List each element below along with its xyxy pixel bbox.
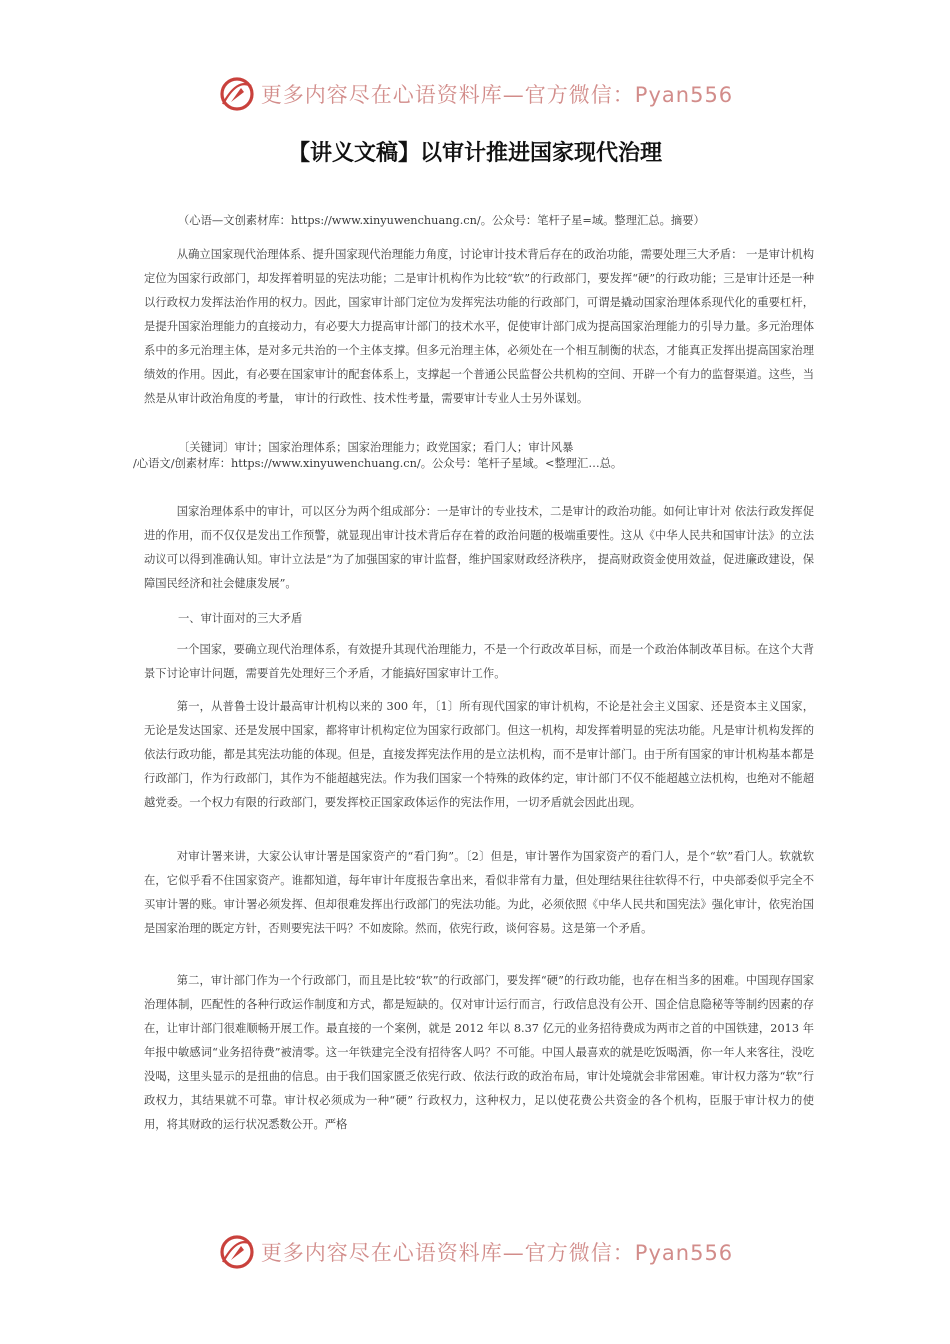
banner-text: 更多内容尽在心语资料库—官方微信：Pyan556	[260, 1241, 734, 1265]
source-note-2: /心语文/创素材库：https://www.xinyuwenchuang.cn/。公众号：笔杆子星域。<整理汇…总。	[133, 457, 623, 470]
body-paragraph: 国家治理体系中的审计，可以区分为两个组成部分：一是审计的专业技术，二是审计的政治功能。如何让审计对 依法行政发挥促进的作用，而不仅仅是发出工作预警，就显现出审计技术背后存在着的政治问题的极端重要性。这从《中华人民共和国审计法》的立法动议可以得到准确认知。审计立法是“为了加强国家的审计监督，维护国家财政经济秩序， 提高财政资金使用效益，促进廉政建设，保障国民经济和社会健康发展”。	[144, 505, 814, 590]
source-note: （心语—文创素材库：https://www.xinyuwenchuang.cn/。公众号：笔杆子星=域。整理汇总。摘要）	[178, 214, 705, 227]
body-paragraph: 第一，从普鲁士设计最高审计机构以来的 300 年，〔1〕所有现代国家的审计机构，不论是社会主义国家、还是资本主义国家，无论是发达国家、还是发展中国家，都将审计机构定位为国家行政部门。但这一机构，却发挥着明显的宪法功能。凡是审计机构发挥的依法行政功能，都是其宪法功能的体现。但是，直接发挥宪法作用的是立法机构，而不是审计部门。由于所有国家的审计机构基本都是行政部门，作为行政部门，其作为不能超越宪法。作为我们国家一个特殊的政体约定，审计部门不仅不能超越立法机构，也绝对不能超越党委。一个权力有限的行政部门，要发挥校正国家政体运作的宪法作用，一切矛盾就会因此出现。	[144, 700, 814, 809]
abstract-paragraph: 从确立国家现代治理体系、提升国家现代治理能力角度，讨论审计技术背后存在的政治功能，需要处理三大矛盾： 一是审计机构定位为国家行政部门，却发挥着明显的宪法功能；二是审计机构作为比较“软”的行政部门，要发挥“硬”的行政功能；三是审计还是一种以行政权力发挥法治作用的权力。因此，国家审计部门定位为发挥宪法功能的行政部门，可谓是撬动国家治理体系现代化的重要杠杆，是提升国家治理能力的直接动力，有必要大力提高审计部门的技术水平，促使审计部门成为提高国家治理能力的引导力量。多元治理体系中的多元治理主体，是对多元共治的一个主体支撑。但多元治理主体，必须处在一个相互制衡的状态，才能真正发挥出提高国家治理绩效的作用。因此，有必要在国家审计的配套体系上，支撑起一个普通公民监督公共机构的空间、开辟一个有力的监督渠道。这些，当然是从审计政治角度的考量， 审计的行政性、技术性考量，需要审计专业人士另外谋划。	[144, 248, 814, 405]
bottom-banner	[0, 1230, 950, 1274]
section-heading: 一、审计面对的三大矛盾	[178, 612, 303, 625]
top-banner	[0, 72, 950, 116]
keywords-line: 〔关键词〕审计；国家治理体系；国家治理能力；政党国家；看门人；审计风暴	[178, 441, 574, 454]
body-paragraph: 第二，审计部门作为一个行政部门，而且是比较“软”的行政部门，要发挥“硬”的行政功能，也存在相当多的困难。中国现存国家治理体制，匹配性的各种行政运作制度和方式，都是短缺的。仅对审计运行而言，行政信息没有公开、国企信息隐秘等等制约因素的存在，让审计部门很难顺畅开展工作。最直接的一个案例，就是 2012 年以 8.37 亿元的业务招待费成为两市之首的中国铁建，2013 年年报中敏感词“业务招待费”被清零。这一年铁建完全没有招待客人吗？不可能。中国人最喜欢的就是吃饭喝酒，你一年人来客往，没吃没喝，这里头显示的是扭曲的信息。由于我们国家匮乏依宪行政、依法行政的政治布局，审计处境就会非常困难。审计权力落为“软”行政权力，其结果就不可靠。审计权必须成为一种“硬” 行政权力，这种权力，足以使花费公共资金的各个机构，臣服于审计权力的使用，将其财政的运行状况悉数公开。严格	[144, 974, 814, 1131]
document-title: 【讲义文稿】以审计推进国家现代治理	[287, 141, 662, 166]
banner-text: 更多内容尽在心语资料库—官方微信：Pyan556	[260, 83, 734, 107]
body-paragraph: 对审计署来讲，大家公认审计署是国家资产的“看门狗”。〔2〕但是，审计署作为国家资产的看门人，是个“软”看门人。软就软在，它似乎看不住国家资产。谁都知道，每年审计年度报告拿出来，看似非常有力量，但处理结果往往软得不行，中央部委似乎完全不买审计署的账。审计署必须发挥、但却很难发挥出行政部门的宪法功能。为此，必须依照《中华人民共和国宪法》强化审计，依宪治国是国家治理的既定方针，否则要宪法干吗？不如废除。然而，依宪行政，谈何容易。这是第一个矛盾。	[144, 850, 814, 935]
body-paragraph: 一个国家，要确立现代治理体系，有效提升其现代治理能力，不是一个行政改革目标，而是一个政治体制改革目标。在这个大背景下讨论审计问题，需要首先处理好三个矛盾，才能搞好国家审计工作。	[144, 643, 814, 680]
brand-logo-icon	[217, 1232, 257, 1272]
brand-logo-icon	[217, 74, 257, 114]
